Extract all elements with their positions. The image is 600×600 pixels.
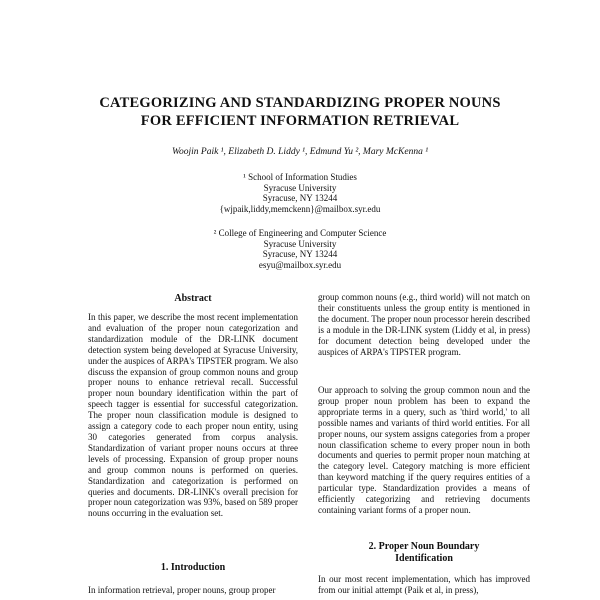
abstract-text: In this paper, we describe the most recent implementation and evaluation of the proper noun categorization and standardization module of the DR-LINK document detection system being developed at Syracuse University, under the auspices of ARPA's TIPSTER program. We also discuss the expansion of group common nouns and group proper nouns to enhance retrieval recall. Successful proper noun boundary identification within the part of speech tagger is essential for successful categorization. The proper noun classification module is designed to assign a category code to each proper noun entity, using 30 categories generated from corpus analysis. Standardization of variant proper nouns occurs at three levels of processing. Expansion of group proper nouns and group common nouns is performed on queries. Standardization and categorization is performed on queries and documents. DR-LINK's overall precision for proper noun categorization was 93%, based on 589 proper nouns occurring in the evaluation set. <box>88 312 298 519</box>
section-2-heading-line-2: Identification <box>395 553 453 564</box>
affiliation-1-address: Syracuse, NY 13244 <box>262 193 338 204</box>
title-line-2: FOR EFFICIENT INFORMATION RETRIEVAL <box>140 113 460 129</box>
affiliation-1-school: ¹ School of Information Studies <box>243 172 357 182</box>
section-2-heading <box>318 541 530 565</box>
introduction-text: In information retrieval, proper nouns, group proper <box>88 585 276 595</box>
affiliation-2-email: esyu@mailbox.syr.edu <box>258 259 342 270</box>
affiliation-2-university: Syracuse University <box>263 238 337 249</box>
right-column-paragraph-1: group common nouns (e.g., third world) will not match on their constituents unless the group entity is mentioned in the document. The proper noun processor herein described is a module in the DR-LINK system (Liddy et al, in press) for document detection being developed under the auspices of ARPA's TIPSTER program. <box>318 292 530 357</box>
affiliation-1 <box>150 172 450 214</box>
affiliation-1-university: Syracuse University <box>263 182 337 193</box>
right-column-paragraph-3: In our most recent implementation, which has improved from our initial attempt (Paik et al, in press), <box>318 574 530 595</box>
paper-title <box>40 94 560 130</box>
introduction-heading: 1. Introduction <box>160 562 226 573</box>
affiliation-2 <box>150 228 450 270</box>
right-column-paragraph-2: Our approach to solving the group common noun and the group proper noun problem has been to expand the appropriate terms in a query, such as 'third world,' to all possible names and variants of third world entities. For all proper nouns, our system assigns categories from a proper noun classification scheme to every proper noun in both documents and queries to permit proper noun matching at the category level. Category matching is more efficient than keyword matching if the query requires entities of a particular type. Standardization provides a means of efficiently categorizing and retrieving documents containing variant forms of a proper noun. <box>318 385 530 515</box>
affiliation-2-college: ² College of Engineering and Computer Science <box>213 228 387 238</box>
affiliation-2-address: Syracuse, NY 13244 <box>262 249 338 260</box>
author-list: Woojin Paik ¹, Elizabeth D. Liddy ¹, Edmund Yu ², Mary McKenna ¹ <box>171 147 429 157</box>
title-line-1: CATEGORIZING AND STANDARDIZING PROPER NOUNS <box>99 95 501 111</box>
abstract-heading: Abstract <box>174 293 212 304</box>
affiliation-1-email: {wjpaik,liddy,memckenn}@mailbox.syr.edu <box>219 203 381 214</box>
section-2-heading-line-1: 2. Proper Noun Boundary <box>368 541 480 552</box>
